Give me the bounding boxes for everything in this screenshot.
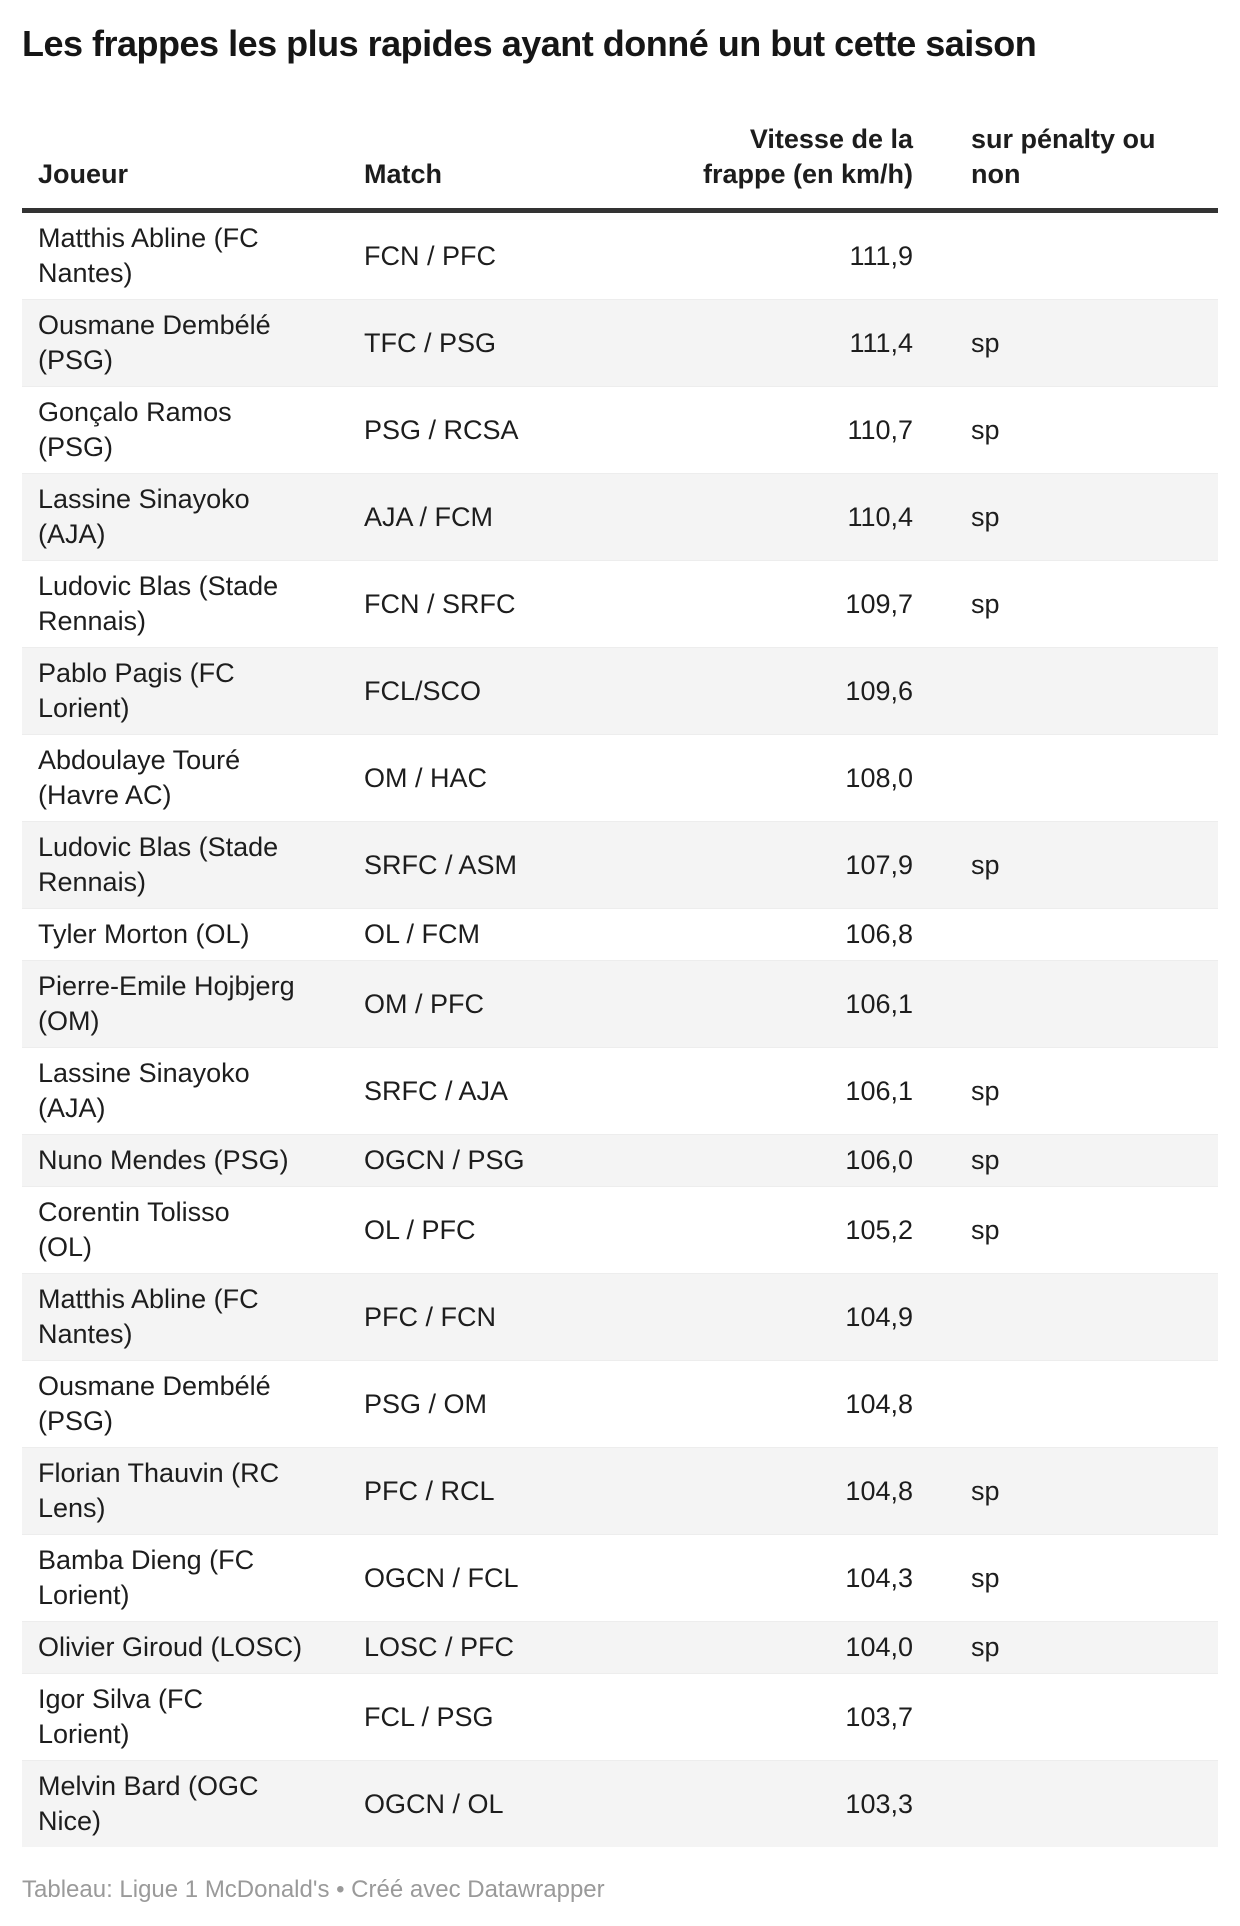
table-row — [22, 387, 1218, 474]
player-cell: Abdoulaye Touré (Havre AC) — [38, 745, 241, 810]
match-cell: TFC / PSG — [364, 327, 497, 358]
table-row — [22, 300, 1218, 387]
player-cell: Lassine Sinayoko (AJA) — [38, 1058, 250, 1123]
match-cell: SRFC / AJA — [364, 1075, 509, 1106]
speed-cell: 108,0 — [845, 762, 913, 793]
player-cell: Melvin Bard (OGC Nice) — [38, 1771, 259, 1836]
match-cell: OGCN / FCL — [364, 1562, 519, 1593]
table-header — [22, 66, 1218, 211]
penalty-cell — [913, 961, 1218, 1048]
table-footer-credit: Tableau: Ligue 1 McDonald's • Créé avec Datawrapper — [22, 1876, 605, 1903]
penalty-cell: sp — [971, 1075, 1000, 1106]
match-cell: PSG / RCSA — [364, 414, 519, 445]
player-cell: Pierre-Emile Hojbjerg (OM) — [38, 971, 295, 1036]
match-cell: FCL / PSG — [364, 1701, 494, 1732]
column-header-speed: Vitesse de la frappe (en km/h) — [702, 124, 913, 189]
player-cell: Matthis Abline (FC Nantes) — [38, 223, 259, 288]
player-cell: Ousmane Dembélé (PSG) — [38, 1371, 271, 1436]
column-header-penalty: sur pénalty ou non — [971, 124, 1156, 189]
match-cell: SRFC / ASM — [364, 849, 518, 880]
penalty-cell: sp — [971, 849, 1000, 880]
speed-cell: 104,3 — [845, 1562, 913, 1593]
player-cell: Corentin Tolisso (OL) — [38, 1197, 230, 1262]
penalty-cell: sp — [971, 327, 1000, 358]
penalty-cell: sp — [971, 501, 1000, 532]
match-cell: PSG / OM — [364, 1388, 488, 1419]
match-cell: PFC / FCN — [364, 1301, 496, 1332]
speed-cell: 103,3 — [845, 1788, 913, 1819]
speed-cell: 107,9 — [845, 849, 913, 880]
player-cell: Gonçalo Ramos (PSG) — [38, 397, 232, 462]
table-row — [22, 822, 1218, 909]
table-row — [22, 735, 1218, 822]
match-cell: AJA / FCM — [364, 501, 494, 532]
match-cell: OGCN / PSG — [364, 1145, 525, 1175]
speed-cell: 106,1 — [845, 1075, 913, 1106]
player-cell: Florian Thauvin (RC Lens) — [38, 1458, 280, 1523]
column-header-player: Joueur — [38, 159, 129, 189]
page-title: Les frappes les plus rapides ayant donné un but cette saison — [22, 23, 1037, 64]
match-cell: PFC / RCL — [364, 1475, 495, 1506]
header-row — [22, 66, 1218, 211]
player-cell: Lassine Sinayoko (AJA) — [38, 484, 250, 549]
table-row — [22, 1622, 1218, 1674]
speed-cell: 109,6 — [845, 675, 913, 706]
penalty-cell — [913, 1274, 1218, 1361]
speed-cell: 111,9 — [849, 240, 913, 271]
match-cell: OM / HAC — [364, 762, 488, 793]
penalty-cell: sp — [971, 1562, 1000, 1593]
penalty-cell — [913, 1361, 1218, 1448]
penalty-cell: sp — [971, 1632, 1000, 1662]
speed-cell: 104,8 — [845, 1388, 913, 1419]
penalty-cell — [913, 1674, 1218, 1761]
penalty-cell: sp — [971, 1214, 1000, 1245]
speed-cell: 109,7 — [845, 588, 913, 619]
speed-cell: 106,1 — [845, 988, 913, 1019]
speed-cell: 106,8 — [845, 919, 913, 949]
player-cell: Tyler Morton (OL) — [38, 919, 250, 949]
match-cell: OM / PFC — [364, 988, 484, 1019]
table-row — [22, 1448, 1218, 1535]
table-row — [22, 561, 1218, 648]
column-header-match: Match — [364, 159, 443, 189]
penalty-cell — [913, 1761, 1218, 1848]
match-cell: FCN / PFC — [364, 240, 496, 271]
match-cell: OL / FCM — [364, 919, 481, 949]
table-row — [22, 1361, 1218, 1448]
penalty-cell — [913, 909, 1218, 961]
match-cell: OL / PFC — [364, 1214, 476, 1245]
table-row — [22, 1048, 1218, 1135]
player-cell: Igor Silva (FC Lorient) — [38, 1684, 204, 1749]
table-row — [22, 1135, 1218, 1187]
player-cell: Ludovic Blas (Stade Rennais) — [38, 571, 279, 636]
penalty-cell: sp — [971, 588, 1000, 619]
speed-cell: 103,7 — [845, 1701, 913, 1732]
penalty-cell — [913, 211, 1218, 300]
player-cell: Ludovic Blas (Stade Rennais) — [38, 832, 279, 897]
player-cell: Ousmane Dembélé (PSG) — [38, 310, 271, 375]
speed-cell: 111,4 — [849, 327, 913, 358]
table-row — [22, 1761, 1218, 1848]
penalty-cell: sp — [971, 1145, 1000, 1175]
table-row — [22, 909, 1218, 961]
table-row — [22, 211, 1218, 300]
player-cell: Matthis Abline (FC Nantes) — [38, 1284, 259, 1349]
penalty-cell — [913, 648, 1218, 735]
speed-cell: 104,9 — [845, 1301, 913, 1332]
player-cell: Bamba Dieng (FC Lorient) — [38, 1545, 255, 1610]
table-row — [22, 1535, 1218, 1622]
table-row — [22, 1674, 1218, 1761]
match-cell: FCL/SCO — [364, 675, 482, 706]
player-cell: Nuno Mendes (PSG) — [38, 1145, 289, 1175]
table-row — [22, 474, 1218, 561]
table-row — [22, 1187, 1218, 1274]
match-cell: FCN / SRFC — [364, 588, 516, 619]
fastest-shots-table — [22, 66, 1218, 1847]
speed-cell: 104,0 — [845, 1632, 913, 1662]
table-row — [22, 648, 1218, 735]
penalty-cell — [913, 735, 1218, 822]
table-body — [22, 211, 1218, 1848]
speed-cell: 106,0 — [845, 1145, 913, 1175]
speed-cell: 110,4 — [847, 501, 913, 532]
penalty-cell: sp — [971, 1475, 1000, 1506]
speed-cell: 104,8 — [845, 1475, 913, 1506]
speed-cell: 110,7 — [847, 414, 913, 445]
penalty-cell: sp — [971, 414, 1000, 445]
player-cell: Pablo Pagis (FC Lorient) — [38, 658, 235, 723]
match-cell: LOSC / PFC — [364, 1632, 515, 1662]
table-row — [22, 1274, 1218, 1361]
match-cell: OGCN / OL — [364, 1788, 504, 1819]
speed-cell: 105,2 — [845, 1214, 913, 1245]
player-cell: Olivier Giroud (LOSC) — [38, 1632, 303, 1662]
table-row — [22, 961, 1218, 1048]
